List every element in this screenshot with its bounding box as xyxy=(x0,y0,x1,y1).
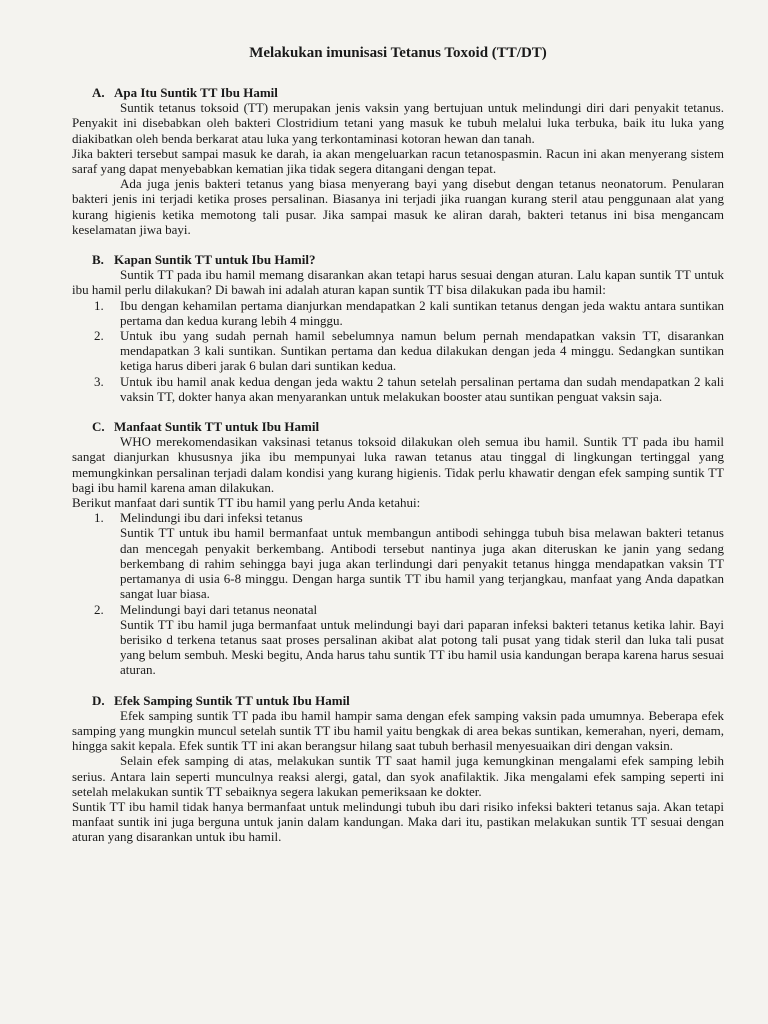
list-item xyxy=(72,298,724,328)
list-number: 2. xyxy=(94,601,104,617)
document-title: Melakukan imunisasi Tetanus Toxoid (TT/DT) xyxy=(249,45,547,61)
section-b xyxy=(72,252,724,404)
section-a xyxy=(72,85,724,237)
section-c xyxy=(72,419,724,677)
section-title: Kapan Suntik TT untuk Ibu Hamil? xyxy=(114,252,316,268)
list-text: Untuk ibu hamil anak kedua dengan jeda waktu 2 tahun setelah persalinan pertama dan sudah mendapatkan 2 kali vaksin TT, dokter hanya akan menyarankan untuk melakukan booster atau suntikan penguat vaksin saja. xyxy=(120,373,724,404)
list-number: 3. xyxy=(94,373,104,389)
section-title: Manfaat Suntik TT untuk Ibu Hamil xyxy=(114,419,320,435)
numbered-list xyxy=(72,298,724,404)
list-number: 1. xyxy=(94,510,104,526)
section-letter: D. xyxy=(92,692,105,708)
section-a-heading xyxy=(92,85,724,100)
section-title: Efek Samping Suntik TT untuk Ibu Hamil xyxy=(114,692,350,708)
list-number: 2. xyxy=(94,328,104,344)
section-b-heading xyxy=(92,252,724,267)
section-letter: B. xyxy=(92,252,104,268)
list-text: Ibu dengan kehamilan pertama dianjurkan mendapatkan 2 kali suntikan tetanus dengan jeda waktu antara suntikan pertama dan kedua kurang lebih 4 minggu. xyxy=(120,297,724,328)
list-item-title: Melindungi bayi dari tetanus neonatal xyxy=(120,601,318,617)
list-item-title: Melindungi ibu dari infeksi tetanus xyxy=(120,510,303,526)
numbered-list xyxy=(72,510,724,677)
section-d xyxy=(72,693,724,845)
section-c-heading xyxy=(92,419,724,434)
paragraph: Suntik TT pada ibu hamil memang disarankan akan tetapi harus sesuai dengan aturan. Lalu kapan suntik TT untuk ibu hamil perlu dilakukan? Di bawah ini adalah aturan kapan suntik TT bisa dilakukan pada ibu hamil: xyxy=(72,267,724,298)
section-letter: A. xyxy=(92,85,105,100)
paragraph: Selain efek samping di atas, melakukan suntik TT saat hamil juga kemungkinan mengalami efek samping lebih serius. Antara lain seperti munculnya reaksi alergi, gatal, dan syok anafilaktik. Jika mengalami efek samping seperti ini setelah melakukan suntik TT sebaiknya segera lakukan pemeriksaan ke dokter. xyxy=(72,753,724,799)
list-text: Suntik TT untuk ibu hamil bermanfaat untuk membangun antibodi sehingga tubuh bisa melawan bakteri tetanus dan mencegah penyakit berkembang. Antibodi tersebut nantinya juga akan diteruskan ke janin yang sedang berkembang di rahim sehingga bayi juga akan terlindungi dari penyakit tetanus hingga mendapatkan vaksin TT pertamanya di usia 6-8 minggu. Dengan harga suntik TT ibu hamil yang terjangkau, manfaat yang Anda dapatkan sangat luar biasa. xyxy=(120,525,724,602)
list-number: 1. xyxy=(94,297,104,313)
list-item xyxy=(72,602,724,678)
list-item xyxy=(72,328,724,374)
list-text: Suntik TT ibu hamil juga bermanfaat untuk melindungi bayi dari paparan infeksi bakteri tetanus ketika lahir. Bayi berisiko d terkena tetanus saat proses persalinan akibat alat potong tali pusat yang tidak steril dan luka tali pusat yang belum sembuh. Meski begitu, Anda harus tahu suntik TT ibu hamil usia kandungan berapa karena harus sesuai aturan. xyxy=(120,616,724,678)
list-item-body xyxy=(120,602,724,678)
paragraph: Jika bakteri tersebut sampai masuk ke darah, ia akan mengeluarkan racun tetanospasmin. Racun ini akan menyerang sistem saraf yang dapat menyebabkan kematian jika tidak segera ditangani dengan tepat. xyxy=(72,145,724,177)
paragraph: WHO merekomendasikan vaksinasi tetanus toksoid dilakukan oleh semua ibu hamil. Suntik TT pada ibu hamil sangat dianjurkan khususnya jika ibu mempunyai luka rawan tetanus atau tinggal di lingkungan tertinggal yang memungkinkan persalinan terjadi dalam kondisi yang kurang higienis. Tidak perlu khawatir dengan efek samping suntik TT bagi ibu hamil karena aman dilakukan. xyxy=(72,434,724,495)
section-d-heading xyxy=(92,693,724,708)
paragraph: Suntik tetanus toksoid (TT) merupakan jenis vaksin yang bertujuan untuk melindungi diri dari penyakit tetanus. Penyakit ini disebabkan oleh bakteri Clostridium tetani yang masuk ke tubuh melalui luka terbuka, baik itu luka yang diakibatkan oleh benda berkarat atau luka yang terkontaminasi kotoran hewan dan tanah. xyxy=(72,100,724,146)
paragraph: Suntik TT ibu hamil tidak hanya bermanfaat untuk melindungi tubuh ibu dari risiko infeksi bakteri tetanus saja. Akan tetapi manfaat suntik ini juga berguna untuk janin dalam kandungan. Maka dari itu, pastikan melakukan suntik TT sesuai dengan aturan yang disarankan untuk ibu hamil. xyxy=(72,798,724,845)
list-item xyxy=(72,374,724,404)
section-title: Apa Itu Suntik TT Ibu Hamil xyxy=(114,85,278,100)
list-text: Untuk ibu yang sudah pernah hamil sebelumnya namun belum pernah mendapatkan vaksin TT, disarankan mendapatkan 3 kali suntikan. Suntikan pertama dan kedua dilakukan dengan jeda 4 minggu. Sedangkan suntikan ketiga harus diberi jarak 6 bulan dari suntikan kedua. xyxy=(120,328,724,374)
section-letter: C. xyxy=(92,419,105,435)
list-item-body xyxy=(120,510,724,601)
paragraph: Efek samping suntik TT pada ibu hamil hampir sama dengan efek samping vaksin pada umumnya. Beberapa efek samping yang mungkin muncul setelah suntik TT ibu hamil yaitu bengkak di area bekas suntikan, kemerahan, nyeri, demam, hingga sakit kepala. Efek suntik TT ini akan berangsur hilang saat tubuh berhasil menyesuaikan diri dengan vaksin. xyxy=(72,707,724,754)
list-item xyxy=(72,510,724,601)
paragraph: Ada juga jenis bakteri tetanus yang biasa menyerang bayi yang disebut dengan tetanus neonatorum. Penularan bakteri jenis ini terjadi ketika proses persalinan. Biasanya ini terjadi jika ruangan kurang steril atau penggunaan alat yang kurang higienis ketika memotong tali pusar. Jika sampai masuk ke aliran darah, bakteri tetanus ini bisa mengancam keselamatan jiwa bayi. xyxy=(72,176,724,237)
paragraph: Berikut manfaat dari suntik TT ibu hamil yang perlu Anda ketahui: xyxy=(72,495,421,511)
